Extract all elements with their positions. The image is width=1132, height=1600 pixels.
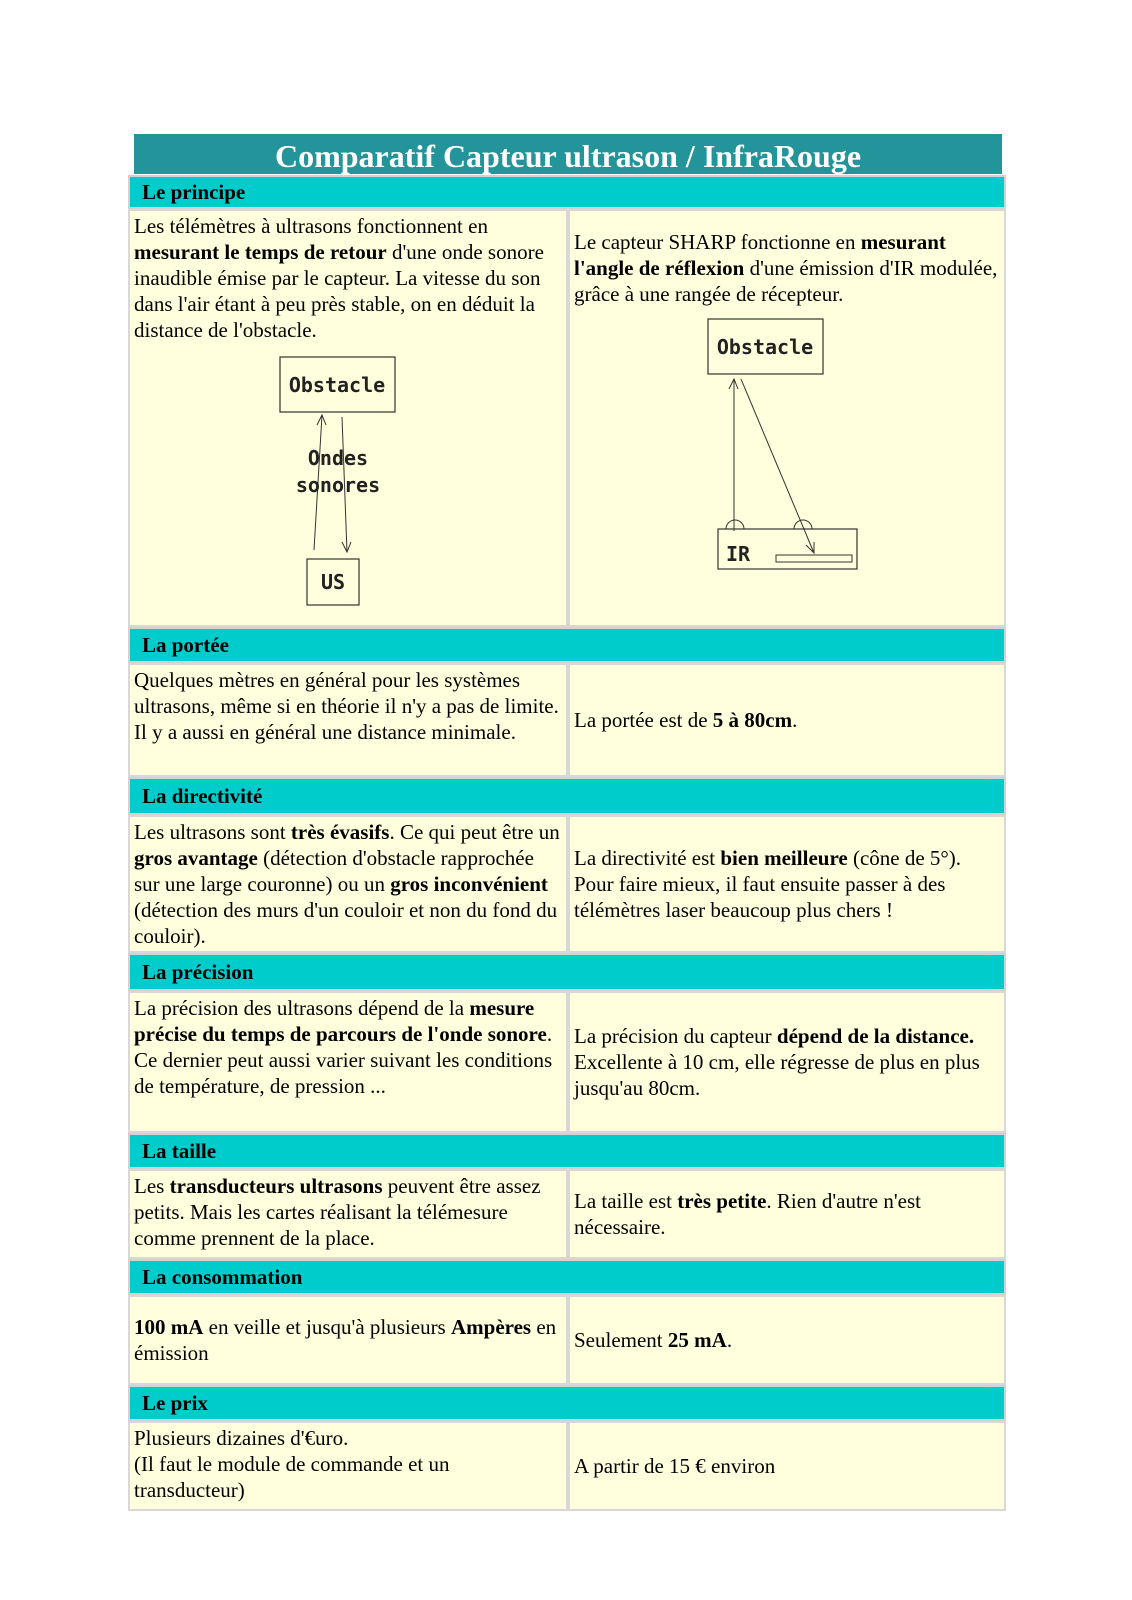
- directivite-infrarouge-cell: La directivité est bien meilleure (cône de 5°). Pour faire mieux, il faut ensuite passer à des télémètres laser beaucoup plus chers !: [568, 815, 1006, 953]
- principe-ultrason-cell: [128, 209, 568, 627]
- principe-infrarouge-cell: [568, 209, 1006, 627]
- prix-ultrason-cell: Plusieurs dizaines d'€uro. (Il faut le module de commande et un transducteur): [128, 1421, 568, 1511]
- precision-infrarouge-cell: La précision du capteur dépend de la distance. Excellente à 10 cm, elle régresse de plus en plus jusqu'au 80cm.: [568, 991, 1006, 1133]
- precision-ultrason-cell: La précision des ultrasons dépend de la mesure précise du temps de parcours de l'onde sonore. Ce dernier peut aussi varier suivant les conditions de température, de pression ...: [128, 991, 568, 1133]
- us-sensor-label: US: [320, 570, 346, 594]
- ondes-label: Ondes: [307, 446, 369, 470]
- prix-infrarouge-cell: A partir de 15 € environ: [568, 1421, 1006, 1511]
- infrarouge-diagram: [704, 317, 874, 587]
- ultrason-obstacle-label: Obstacle: [288, 373, 386, 397]
- section-heading-portee: La portée: [128, 627, 1006, 663]
- ultrason-diagram: [270, 355, 430, 615]
- comparison-table: [128, 175, 1006, 1511]
- ir-obstacle-label: Obstacle: [716, 335, 814, 359]
- principe-infrarouge-text: Le capteur SHARP fonctionne en mesurant l'angle de réflexion d'une émission d'IR modulée, grâce à une rangée de récepteur.: [574, 230, 998, 306]
- row-prix: [128, 1421, 1006, 1511]
- portee-infrarouge-cell: La portée est de 5 à 80cm.: [568, 663, 1006, 777]
- row-portee: [128, 663, 1006, 777]
- section-heading-taille: La taille: [128, 1133, 1006, 1169]
- taille-infrarouge-cell: La taille est très petite. Rien d'autre n'est nécessaire.: [568, 1169, 1006, 1259]
- row-principe: [128, 209, 1006, 627]
- page-title: Comparatif Capteur ultrason / InfraRouge: [134, 134, 1002, 174]
- section-heading-prix: Le prix: [128, 1385, 1006, 1421]
- section-heading-principe: Le principe: [128, 175, 1006, 209]
- ir-sensor-label: IR: [726, 542, 751, 566]
- consommation-infrarouge-cell: Seulement 25 mA.: [568, 1295, 1006, 1385]
- portee-ultrason-cell: Quelques mètres en général pour les systèmes ultrasons, même si en théorie il n'y a pas de limite. Il y a aussi en général une distance minimale.: [128, 663, 568, 777]
- sonores-label: sonores: [295, 473, 381, 497]
- row-directivite: [128, 815, 1006, 953]
- consommation-ultrason-cell: 100 mA en veille et jusqu'à plusieurs Ampères en émission: [128, 1295, 568, 1385]
- directivite-ultrason-cell: Les ultrasons sont très évasifs. Ce qui peut être un gros avantage (détection d'obstacle rapprochée sur une large couronne) ou un gros inconvénient (détection des murs d'un couloir et non du fond du couloir).: [128, 815, 568, 953]
- taille-ultrason-cell: Les transducteurs ultrasons peuvent être assez petits. Mais les cartes réalisant la télémesure comme prennent de la place.: [128, 1169, 568, 1259]
- section-heading-directivite: La directivité: [128, 777, 1006, 815]
- section-heading-precision: La précision: [128, 953, 1006, 991]
- row-precision: [128, 991, 1006, 1133]
- principe-ultrason-text: Les télémètres à ultrasons fonctionnent en mesurant le temps de retour d'une onde sonore inaudible émise par le capteur. La vitesse du son dans l'air étant à peu près stable, on en déduit la distance de l'obstacle.: [134, 214, 544, 342]
- row-taille: [128, 1169, 1006, 1259]
- section-heading-consommation: La consommation: [128, 1259, 1006, 1295]
- row-consommation: [128, 1295, 1006, 1385]
